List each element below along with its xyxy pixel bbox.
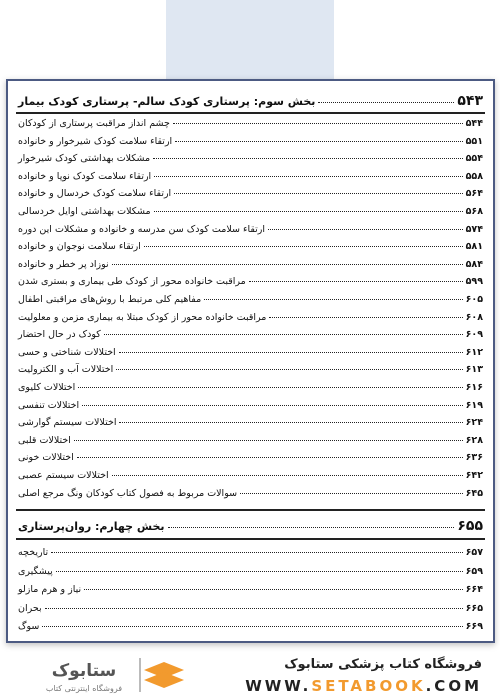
leader-dots xyxy=(84,589,462,590)
url-prefix: WWW. xyxy=(245,677,312,695)
toc-entry-title: نوزاد پر خطر و خانواده xyxy=(18,258,109,270)
toc-entry[interactable] xyxy=(18,400,483,411)
toc-entry-page: ۵۵۸ xyxy=(465,170,483,182)
toc-entry-title: نیاز و هرم مازلو xyxy=(18,584,82,595)
store-url[interactable] xyxy=(245,677,482,695)
toc-entry-title: اختلالات تنفسی xyxy=(18,399,80,411)
toc-entry-title: ارتقاء سلامت نوجوان و خانواده xyxy=(18,241,141,253)
toc-entry[interactable] xyxy=(18,136,483,147)
leader-dots xyxy=(174,193,462,194)
toc-entry-page: ۵۵۱ xyxy=(465,135,483,147)
toc-entry[interactable] xyxy=(18,435,483,446)
toc-entry-page: ۵۷۴ xyxy=(465,223,483,235)
leader-dots xyxy=(153,158,462,159)
toc-entry-title: مراقبت خانواده محور از کودک طی بیماری و بستری شدن xyxy=(18,276,246,288)
toc-entry-title: سوگ xyxy=(18,621,40,632)
logo-wordmark: ستابوک xyxy=(51,661,117,681)
leader-dots xyxy=(175,141,462,142)
toc-entry[interactable] xyxy=(18,382,483,393)
leader-dots xyxy=(249,281,463,282)
toc-entry[interactable] xyxy=(18,206,483,217)
toc-entry-page: ۶۱۹ xyxy=(465,399,483,411)
toc-entry-title: اختلالات سیستم گوارشی xyxy=(18,417,117,429)
toc-entry-page: ۶۱۳ xyxy=(465,364,483,376)
url-suffix: .COM xyxy=(425,677,482,695)
toc-entry[interactable] xyxy=(18,452,483,463)
leader-dots xyxy=(112,475,463,476)
toc-entry-title: کودک در حال احتضار xyxy=(18,329,101,341)
toc-entry-page: ۵۸۱ xyxy=(465,241,483,253)
leader-dots xyxy=(154,211,463,212)
toc-page xyxy=(6,79,495,643)
toc-entry-page: ۵۴۴ xyxy=(465,118,483,129)
logo-caption: فروشگاه اینترنتی کتاب xyxy=(45,684,123,693)
leader-dots xyxy=(45,608,463,609)
leader-dots xyxy=(154,176,462,177)
toc-entry[interactable] xyxy=(18,470,483,481)
toc-entry[interactable] xyxy=(18,188,483,199)
toc-entry[interactable] xyxy=(18,294,483,305)
toc-entry-title: تاریخچه xyxy=(18,547,49,558)
toc-entry[interactable] xyxy=(18,603,483,614)
toc-entry-title: اختلالات آب و الکترولیت xyxy=(18,364,114,376)
toc-entry[interactable] xyxy=(18,417,483,428)
section-page: ۶۵۵ xyxy=(457,518,483,534)
toc-entry[interactable] xyxy=(18,584,483,595)
toc-entry-title: ارتقاء سلامت کودک خردسال و خانواده xyxy=(18,188,172,200)
toc-entry-page: ۶۰۸ xyxy=(465,311,483,323)
leader-dots xyxy=(116,369,462,370)
toc-entry[interactable] xyxy=(18,153,483,164)
toc-entry-page: ۵۶۴ xyxy=(465,188,483,200)
toc-entry-page: ۵۶۸ xyxy=(465,206,483,217)
toc-entry[interactable] xyxy=(18,547,483,558)
toc-entry-title: اختلالات کلیوی xyxy=(18,382,76,393)
toc-entry-page: ۶۶۹ xyxy=(465,621,483,632)
toc-entry-title: بحران xyxy=(18,602,42,614)
toc-entry-page: ۶۴۵ xyxy=(465,487,483,499)
leader-dots xyxy=(82,405,462,406)
toc-entry-page: ۵۵۴ xyxy=(465,153,483,165)
leader-dots xyxy=(204,299,462,300)
toc-entry[interactable] xyxy=(18,259,483,270)
toc-entry-page: ۶۱۶ xyxy=(465,382,483,393)
store-title: فروشگاه کتاب پزشکی ستابوک xyxy=(284,657,482,672)
leader-dots xyxy=(119,352,463,353)
section-header-3 xyxy=(18,93,483,109)
toc-entry-title: مفاهیم کلی مرتبط با روش‌های مراقبتی اطفال xyxy=(18,294,202,305)
toc-entry-title: پیشگیری xyxy=(18,565,53,577)
setabook-logo xyxy=(14,652,194,697)
leader-dots xyxy=(268,229,463,230)
leader-dots xyxy=(78,387,462,388)
toc-entry[interactable] xyxy=(18,241,483,252)
toc-entry-title: ارتقاء سلامت کودک سن مدرسه و خانواده و مشکلات این دوره xyxy=(18,223,266,235)
leader-dots xyxy=(42,626,462,627)
toc-entry-title: اختلالات شناختی و حسی xyxy=(18,346,116,358)
leader-dots xyxy=(318,102,454,103)
toc-entry[interactable] xyxy=(18,171,483,182)
toc-entry[interactable] xyxy=(18,118,483,129)
toc-entry-page: ۶۵۹ xyxy=(465,565,483,577)
toc-entry-page: ۶۳۶ xyxy=(465,452,483,464)
leader-dots xyxy=(269,317,462,318)
toc-entry-title: سوالات مربوط به فصول کتاب کودکان ونگ مرجع اصلی xyxy=(18,487,238,499)
toc-entry-title: مراقبت خانواده محور از کودک مبتلا به بیماری مزمن و معلولیت xyxy=(18,311,267,323)
leader-dots xyxy=(240,493,463,494)
leader-dots xyxy=(168,527,455,528)
toc-entry-title: چشم انداز مراقبت پرستاری از کودکان xyxy=(18,118,170,129)
toc-entry[interactable] xyxy=(18,312,483,323)
leader-dots xyxy=(51,552,462,553)
leader-dots xyxy=(56,571,463,572)
toc-entry-title: ارتقاء سلامت کودک شیرخوار و خانواده xyxy=(18,135,173,147)
leader-dots xyxy=(104,334,463,335)
section-divider xyxy=(16,538,485,540)
toc-entry-page: ۶۲۴ xyxy=(465,417,483,429)
toc-entry-page: ۶۰۵ xyxy=(465,294,483,305)
section-title: بخش چهارم: روان‌پرستاری xyxy=(18,520,165,533)
url-brand: SETABOOK xyxy=(311,677,426,695)
toc-entry[interactable] xyxy=(18,329,483,340)
toc-entry-title: مشکلات بهداشتی اوایل خردسالی xyxy=(18,206,151,217)
toc-entry-title: مشکلات بهداشتی کودک شیرخوار xyxy=(18,153,151,165)
leader-dots xyxy=(77,457,463,458)
toc-entry-title: اختلالات خونی xyxy=(18,452,74,464)
toc-entry[interactable] xyxy=(18,276,483,287)
leader-dots xyxy=(144,246,463,247)
leader-dots xyxy=(74,440,463,441)
section-divider xyxy=(16,509,485,511)
section-divider xyxy=(16,112,485,114)
top-background-band xyxy=(166,0,334,80)
leader-dots xyxy=(112,264,463,265)
toc-entry-page: ۶۶۵ xyxy=(465,602,483,614)
toc-entry-page: ۶۲۸ xyxy=(465,434,483,446)
section-page: ۵۴۳ xyxy=(457,93,483,109)
toc-entry[interactable] xyxy=(18,364,483,375)
toc-entry[interactable] xyxy=(18,224,483,235)
toc-entry-page: ۶۶۴ xyxy=(465,584,483,595)
toc-entry-page: ۵۸۴ xyxy=(465,258,483,270)
toc-entry[interactable] xyxy=(18,621,483,632)
toc-entry-page: ۶۵۷ xyxy=(465,547,483,558)
toc-entry-page: ۵۹۹ xyxy=(465,276,483,288)
section-title: بخش سوم: پرستاری کودک سالم- پرستاری کودک بیمار xyxy=(18,95,316,108)
toc-entry-title: ارتقاء سلامت کودک نوپا و خانواده xyxy=(18,170,152,182)
toc-entry[interactable] xyxy=(18,566,483,577)
section-header-4 xyxy=(18,518,483,534)
toc-entry[interactable] xyxy=(18,347,483,358)
toc-entry-page: ۶۰۹ xyxy=(465,329,483,341)
toc-entry-page: ۶۴۲ xyxy=(465,470,483,481)
book-icon xyxy=(144,662,184,688)
toc-entry-title: اختلالات سیستم عصبی xyxy=(18,470,109,481)
leader-dots xyxy=(119,422,462,423)
toc-entry[interactable] xyxy=(18,488,483,499)
toc-entry-page: ۶۱۲ xyxy=(465,346,483,358)
toc-entry-title: اختلالات قلبی xyxy=(18,434,71,446)
leader-dots xyxy=(173,123,463,124)
